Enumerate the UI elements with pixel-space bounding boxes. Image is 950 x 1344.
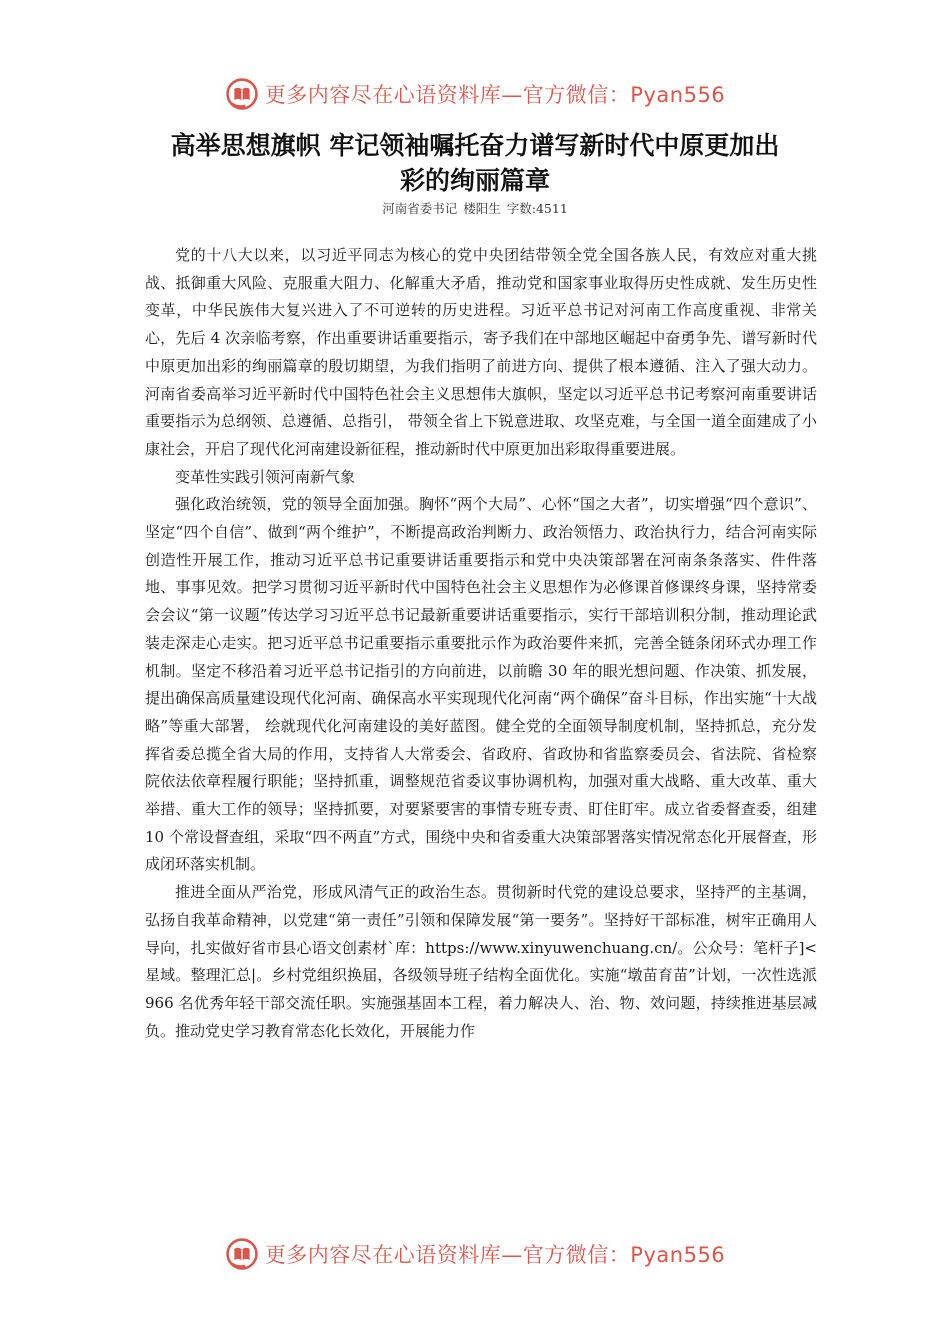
author-position: 河南省委书记: [382, 201, 458, 216]
byline: [120, 200, 830, 218]
watermark-banner-bottom: [0, 1232, 950, 1276]
watermark-text: 更多内容尽在心语资料库—官方微信：Pyan556: [264, 83, 726, 107]
word-count: 字数:4511: [506, 201, 568, 216]
article-body: [145, 242, 817, 1045]
paragraph-party-discipline: 推进全面从严治党，形成风清气正的政治生态。贯彻新时代党的建设总要求，坚持严的主基调，弘扬自我革命精神，以党建“第一责任”引领和保障发展“第一要务”。坚持好干部标准，树牢正确用人导向，扎实做好省市县心语文创素材`库：https://www.xinyuwenchuang.cn/。公众号：笔杆子]<星域。整理汇总|。乡村党组织换届，各级领导班子结构全面优化。实施“墩苗育苗”计划，一次性选派 966 名优秀年轻干部交流任职。实施强基固本工程，着力解决人、治、物、效问题，持续推进基层减负。推动党史学习教育常态化长效化，开展能力作: [145, 883, 817, 1040]
watermark-text: 更多内容尽在心语资料库—官方微信：Pyan556: [264, 1243, 726, 1267]
paragraph-political-leadership: 强化政治统领，党的领导全面加强。胸怀“两个大局”、心怀“国之大者”，切实增强“四个意识”、坚定“四个自信”、做到“两个维护”，不断提高政治判断力、政治领悟力、政治执行力，结合河南实际创造性开展工作，推动习近平总书记重要讲话重要指示和党中央决策部署在河南条条落实、件件落地、事事见效。把学习贯彻习近平新时代中国特色社会主义思想作为必修课首修课终身课，坚持常委会会议“第一议题”传达学习习近平总书记最新重要讲话重要指示，实行干部培训积分制，推动理论武装走深走心走实。把习近平总书记重要指示重要批示作为政治要件来抓，完善全链条闭环式办理工作机制。坚定不移沿着习近平总书记指引的方向前进，以前瞻 30 年的眼光想问题、作决策、抓发展，提出确保高质量建设现代化河南、确保高水平实现现代化河南“两个确保”奋斗目标，作出实施“十大战略”等重大部署， 绘就现代化河南建设的美好蓝图。健全党的全面领导制度机制，坚持抓总，充分发挥省委总揽全省大局的作用，支持省人大常委会、省政府、省政协和省监察委员会、省法院、省检察院依法依章程履行职能；坚持抓重，调整规范省委议事协调机构，加强对重大战略、重大改革、重大举措、重大工作的领导；坚持抓要，对要紧要害的事情专班专责、盯住盯牢。成立省委督查委，组建 10 个常设督查组，采取“四不两直”方式，围绕中央和省委重大决策部署落实情况常态化开展督查，形成闭环落实机制。: [145, 495, 817, 874]
author-name: 楼阳生: [463, 201, 501, 216]
article-title-line-1: 高举思想旗帜 牢记领袖嘱托奋力谱写新时代中原更加出: [170, 131, 780, 160]
section-heading: 变革性实践引领河南新气象: [175, 467, 356, 486]
book-logo-icon: [225, 77, 259, 111]
watermark-banner-top: [0, 72, 950, 116]
article-title: [120, 128, 830, 198]
book-logo-icon: [225, 1237, 259, 1271]
article-title-line-2: 彩的绚丽篇章: [399, 166, 550, 195]
paragraph-intro: 党的十八大以来，以习近平同志为核心的党中央团结带领全党全国各族人民，有效应对重大挑战、抵御重大风险、克服重大阻力、化解重大矛盾，推动党和国家事业取得历史性成就、发生历史性变革，中华民族伟大复兴进入了不可逆转的历史进程。习近平总书记对河南工作高度重视、非常关心，先后 4 次亲临考察，作出重要讲话重要指示，寄予我们在中部地区崛起中奋勇争先、谱写新时代中原更加出彩的绚丽篇章的殷切期望，为我们指明了前进方向、提供了根本遵循、注入了强大动力。河南省委高举习近平新时代中国特色社会主义思想伟大旗帜，坚定以习近平总书记考察河南重要讲话重要指示为总纲领、总遵循、总指引， 带领全省上下锐意进取、攻坚克难，与全国一道全面建成了小康社会，开启了现代化河南建设新征程，推动新时代中原更加出彩取得重要进展。: [145, 246, 817, 458]
